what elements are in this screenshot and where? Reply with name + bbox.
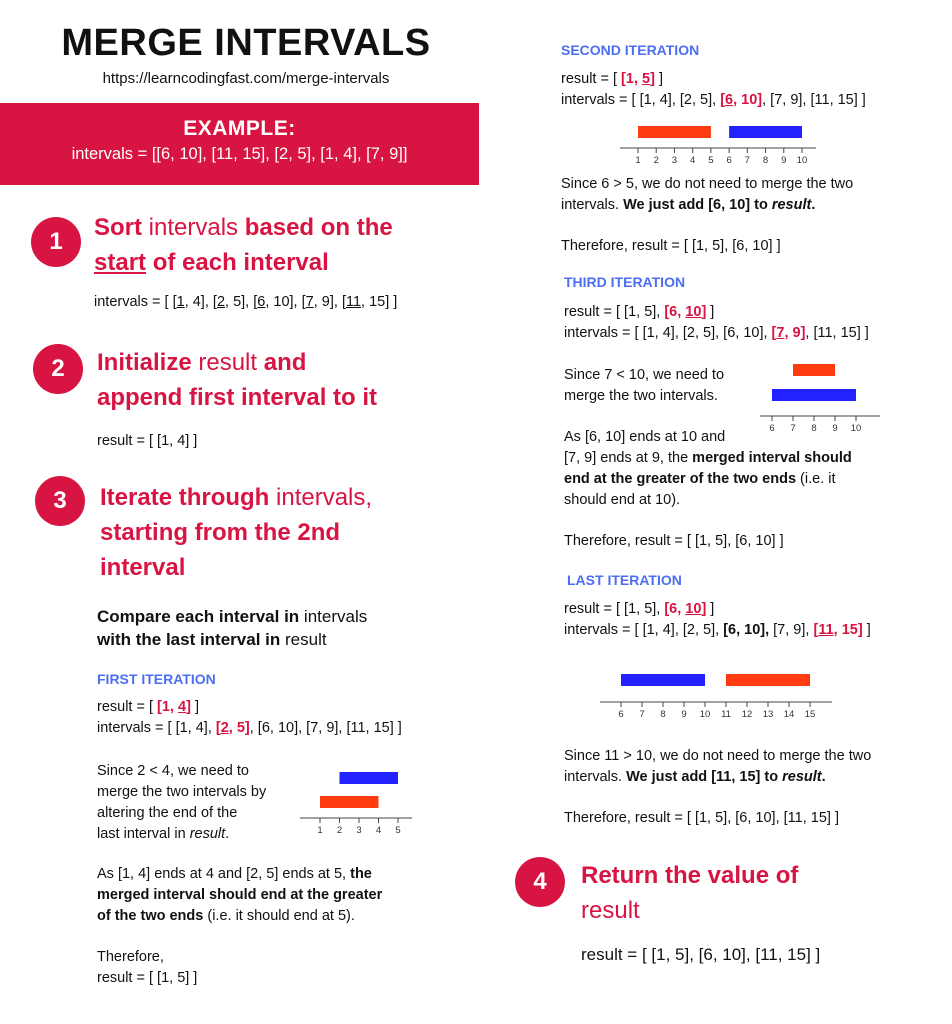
step-3-word: intervals, xyxy=(276,484,373,511)
axis-tick-label: 1 xyxy=(317,825,323,836)
step-4-heading xyxy=(581,858,798,928)
compare-instruction: Compare each interval in intervals with the last interval in result xyxy=(97,607,368,649)
axis-tick-label: 10 xyxy=(850,423,862,434)
second-iteration-explain: Since 6 > 5, we do not need to merge the two intervals. We just add [6, 10] to result. xyxy=(561,176,854,213)
second-iteration-result: Therefore, result = [ [1, 5], [6, 10] ] xyxy=(561,238,781,254)
axis-tick-label: 8 xyxy=(811,423,817,434)
last-iteration-heading: LAST ITERATION xyxy=(567,572,682,588)
example-banner xyxy=(0,103,479,185)
source-url: https://learncodingfast.com/merge-intervals xyxy=(102,70,390,87)
step-2-word: result xyxy=(198,349,258,376)
third-iteration-conclusion: As [6, 10] ends at 10 and [7, 9] ends at 9, the merged interval should end at the greater of the two ends (i.e. it should end at 10). xyxy=(564,429,852,508)
second-iteration-chart xyxy=(620,122,816,168)
last-iteration-code: result = [ [1, 5], [6, 10] ] intervals = [ [1, 4], [2, 5], [6, 10], [7, 9], [11, 15] ] xyxy=(564,601,871,638)
step-3-word: starting from the 2nd xyxy=(100,519,341,546)
interval-bar-red xyxy=(793,364,835,376)
step-2-badge: 2 xyxy=(33,344,83,394)
first-iteration-chart xyxy=(300,764,412,840)
step-2-word: append first interval to it xyxy=(97,384,378,411)
step-4-badge: 4 xyxy=(515,857,565,907)
axis-tick-label: 1 xyxy=(635,155,641,166)
example-label: EXAMPLE: xyxy=(183,117,296,140)
axis-tick-label: 9 xyxy=(832,423,838,434)
axis-tick-label: 9 xyxy=(681,709,687,720)
first-iteration-explain: Since 2 < 4, we need to merge the two intervals by altering the end of the last interval in result. xyxy=(97,763,267,842)
axis-tick-label: 9 xyxy=(781,155,787,166)
step-2-heading xyxy=(97,345,377,415)
axis-tick-label: 10 xyxy=(796,155,808,166)
step-1-word: Sort xyxy=(94,214,142,241)
step-1-heading xyxy=(94,210,393,280)
interval-bar-blue xyxy=(729,126,802,138)
first-iteration-result: Therefore, result = [ [1, 5] ] xyxy=(97,949,198,986)
example-value: intervals = [[6, 10], [11, 15], [2, 5], [1, 4], [7, 9]] xyxy=(71,145,408,163)
axis-tick-label: 5 xyxy=(708,155,714,166)
third-iteration-result: Therefore, result = [ [1, 5], [6, 10] ] xyxy=(564,533,784,549)
step-1-word: of each interval xyxy=(152,249,329,276)
axis-tick-label: 4 xyxy=(690,155,696,166)
axis-tick-label: 6 xyxy=(769,423,775,434)
axis-tick-label: 15 xyxy=(804,709,816,720)
axis-tick-label: 4 xyxy=(375,825,382,836)
step-4-word: result xyxy=(581,897,640,924)
interval-bar-red xyxy=(638,126,711,138)
step-3-heading xyxy=(100,480,372,585)
axis-tick-label: 6 xyxy=(726,155,732,166)
second-iteration-heading: SECOND ITERATION xyxy=(561,42,700,58)
final-result: result = [ [1, 5], [6, 10], [11, 15] ] xyxy=(581,945,821,964)
axis-tick-label: 3 xyxy=(356,825,362,836)
axis-tick-label: 12 xyxy=(741,709,753,720)
step-2-word: and xyxy=(263,349,307,376)
step-4-word: Return the value of xyxy=(581,862,799,889)
axis-tick-label: 7 xyxy=(639,709,645,720)
last-iteration-result: Therefore, result = [ [1, 5], [6, 10], [11, 15] ] xyxy=(564,810,839,826)
step-1-badge: 1 xyxy=(31,217,81,267)
interval-bar-blue xyxy=(340,772,399,784)
axis-tick-label: 7 xyxy=(790,423,796,434)
step-1-word: based on the xyxy=(244,214,393,241)
axis-tick-label: 14 xyxy=(783,709,795,720)
step-2-code: result = [ [1, 4] ] xyxy=(97,433,198,449)
axis-tick-label: 7 xyxy=(744,155,750,166)
third-iteration-code: result = [ [1, 5], [6, 10] ] intervals = [ [1, 4], [2, 5], [6, 10], [7, 9], [11, 15] ] xyxy=(564,304,869,341)
axis-tick-label: 8 xyxy=(762,155,769,166)
interval-bar-blue xyxy=(621,674,705,686)
interval-bar-red xyxy=(320,796,379,808)
interval-bar-blue xyxy=(772,389,856,401)
axis-tick-label: 13 xyxy=(762,709,774,720)
step-1-word: start xyxy=(94,249,147,276)
second-iteration-code: result = [ [1, 5] ] intervals = [ [1, 4], [2, 5], [6, 10], [7, 9], [11, 15] ] xyxy=(561,71,866,108)
axis-tick-label: 11 xyxy=(721,709,731,720)
axis-tick-label: 2 xyxy=(336,825,343,836)
step-1-word: intervals xyxy=(148,214,239,241)
axis-tick-label: 10 xyxy=(699,709,711,720)
last-iteration-chart xyxy=(600,670,832,722)
axis-tick-label: 3 xyxy=(671,155,678,166)
first-iteration-conclusion: As [1, 4] ends at 4 and [2, 5] ends at 5, the merged interval should end at the greater of the two ends (i.e. it should end at 5). xyxy=(97,866,383,924)
third-iteration-heading: THIRD ITERATION xyxy=(564,274,686,290)
step-2-word: Initialize xyxy=(97,349,192,376)
step-1-code: intervals = [ [1, 4], [2, 5], [6, 10], [7, 9], [11, 15] ] xyxy=(94,294,398,310)
step-3-word: Iterate through xyxy=(100,484,270,511)
first-iteration-code: result = [ [1, 4] ] intervals = [ [1, 4], [2, 5], [6, 10], [7, 9], [11, 15] ] xyxy=(97,699,402,736)
axis-tick-label: 2 xyxy=(653,155,659,166)
step-3-word: interval xyxy=(100,554,186,581)
axis-tick-label: 6 xyxy=(618,709,624,720)
axis-tick-label: 5 xyxy=(395,825,401,836)
first-iteration-heading: FIRST ITERATION xyxy=(97,671,216,687)
interval-bar-red xyxy=(726,674,810,686)
page-title: MERGE INTERVALS xyxy=(61,22,431,64)
step-3-badge: 3 xyxy=(35,476,85,526)
axis-tick-label: 8 xyxy=(660,709,666,720)
last-iteration-explain: Since 11 > 10, we do not need to merge the two intervals. We just add [11, 15] to result. xyxy=(564,748,872,785)
third-iteration-explain: Since 7 < 10, we need to merge the two intervals. xyxy=(564,367,725,404)
